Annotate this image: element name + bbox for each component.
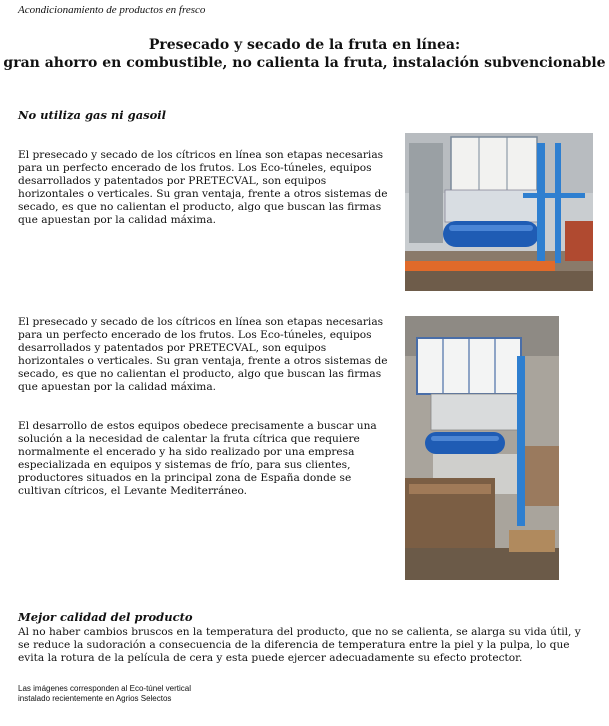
section3-paragraph: Al no haber cambios bruscos en la temperatura del producto, que no se calienta, se alarga su vida útil, y se reduce la sudoración a consecuencia de la diferencia de temperatura entre la piel y la pulpa, lo que evita la rotura de la película de cera y esta puede ejercer adecuadamente su efecto protector.: [18, 626, 581, 664]
running-header: Acondicionamiento de productos en fresco: [18, 4, 206, 16]
caption-line-1: Las imágenes corresponden al Eco-túnel vertical: [18, 684, 191, 693]
page-title: [0, 36, 609, 72]
caption-line-2: instalado recientemente en Agrios Selectos: [18, 694, 172, 703]
section-heading-quality: Mejor calidad del producto: [18, 610, 193, 624]
section1-paragraph: El presecado y secado de los cítricos en línea son etapas necesarias para un perfecto encerado de los frutos. Los Eco-túneles, equipos desarrollados y patentados por PRETECVAL, son equipos horizontales o verticales. Su gran ventaja, frente a otros sistemas de secado, es que no calientan el producto, algo que buscan las firmas que apuestan por la calidad máxima.: [18, 149, 388, 226]
page-title-line-2: gran ahorro en combustible, no calienta la fruta, instalación subvencionable: [3, 55, 606, 71]
page-title-line-1: Presecado y secado de la fruta en línea:: [148, 37, 461, 53]
photo-horizontal-eco-tunnel: [405, 133, 593, 291]
section2-paragraph-2: El desarrollo de estos equipos obedece precisamente a buscar una solución a la necesidad de calentar la fruta cítrica que requiere normalmente el encerado y ha sido realizado por una empresa especializada en equipos y sistemas de frío, para sus clientes, productores situados en la principal zona de España donde se cultivan cítricos, el Levante Mediterráneo.: [18, 420, 377, 497]
image-caption: [18, 684, 191, 704]
photo-vertical-eco-tunnel: [405, 316, 559, 580]
section-heading-no-gas: No utiliza gas ni gasoil: [18, 108, 167, 122]
section2-paragraph-1: El presecado y secado de los cítricos en línea son etapas necesarias para un perfecto encerado de los frutos. Los Eco-túneles, equipos desarrollados y patentados por PRETECVAL, son equipos horizontales o verticales. Su gran ventaja, frente a otros sistemas de secado, es que no calientan el producto, algo que buscan las firmas que apuestan por la calidad máxima.: [18, 316, 388, 393]
